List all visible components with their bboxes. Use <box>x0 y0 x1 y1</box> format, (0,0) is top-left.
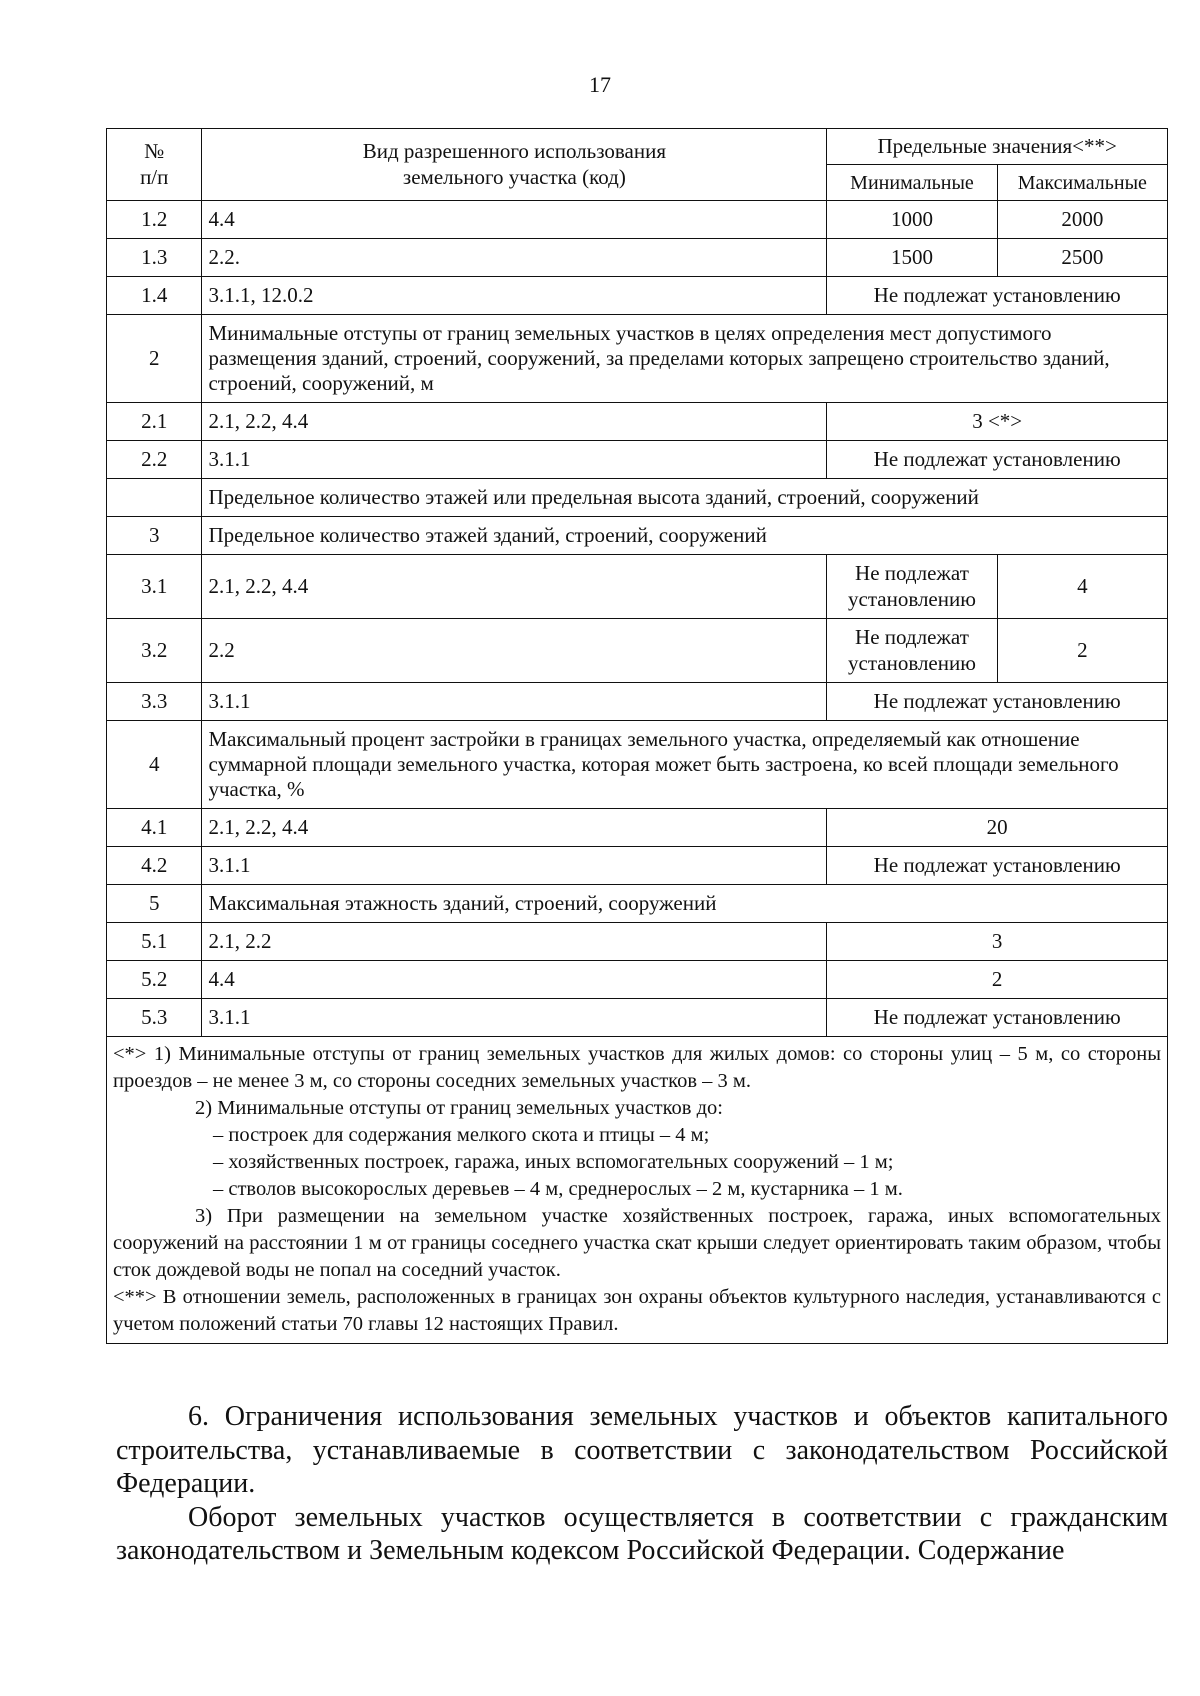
row-max: 4 <box>997 555 1167 619</box>
table-row <box>107 403 1168 441</box>
section-6-heading: 6. Ограничения использования земельных участков и объектов капитального строительства, устанавливаемые в соответствии с законодательством Российской Федерации. <box>116 1401 1168 1500</box>
row-value: 2 <box>827 961 1168 999</box>
row-number: 1.3 <box>107 239 202 277</box>
table-row <box>107 847 1168 885</box>
row-value: Не подлежат установлению <box>827 847 1168 885</box>
row-code: 2.2 <box>202 619 827 683</box>
row-number: 5.1 <box>107 923 202 961</box>
row-code: 3.1.1 <box>202 999 827 1037</box>
row-number: 4.2 <box>107 847 202 885</box>
land-use-limits-table <box>106 128 1168 1344</box>
row-value: 20 <box>827 809 1168 847</box>
table-row <box>107 201 1168 239</box>
note-2-item: – построек для содержания мелкого скота и птицы – 4 м; <box>213 1124 710 1147</box>
row-number: 2 <box>107 315 202 403</box>
row-code: 3.1.1 <box>202 441 827 479</box>
row-number: 3.2 <box>107 619 202 683</box>
row-number: 3.3 <box>107 683 202 721</box>
row-number <box>107 479 202 517</box>
table-section-row <box>107 721 1168 809</box>
table-section-row <box>107 315 1168 403</box>
row-number: 4 <box>107 721 202 809</box>
table-row <box>107 683 1168 721</box>
table-row <box>107 961 1168 999</box>
row-code: 2.1, 2.2, 4.4 <box>202 403 827 441</box>
header-num: № п/п <box>107 129 202 201</box>
row-number: 3 <box>107 517 202 555</box>
table-notes <box>107 1037 1168 1344</box>
table-section-row <box>107 479 1168 517</box>
row-number: 5 <box>107 885 202 923</box>
header-min: Минимальные <box>827 165 997 201</box>
row-number: 2.2 <box>107 441 202 479</box>
row-code: 4.4 <box>202 961 827 999</box>
row-min: 1000 <box>827 201 997 239</box>
table-row <box>107 277 1168 315</box>
row-number: 1.4 <box>107 277 202 315</box>
note-1: <*> 1) Минимальные отступы от границ земельных участков для жилых домов: со стороны улиц – 5 м, со стороны проездов – не менее 3 м, со стороны соседних земельных участков – 3 м. <box>113 1043 1161 1093</box>
row-min: 1500 <box>827 239 997 277</box>
section-title: Предельное количество этажей или предельная высота зданий, строений, сооружений <box>202 479 1168 517</box>
table-notes-row <box>107 1037 1168 1344</box>
note-2-item: – стволов высокорослых деревьев – 4 м, среднерослых – 2 м, кустарника – 1 м. <box>213 1178 903 1201</box>
table-section-row <box>107 885 1168 923</box>
body-paragraph: Оборот земельных участков осуществляется в соответствии с гражданским законодательством и Земельным кодексом Российской Федерации. Содержание <box>116 1501 1168 1567</box>
table-row <box>107 923 1168 961</box>
row-code: 4.4 <box>202 201 827 239</box>
row-number: 5.3 <box>107 999 202 1037</box>
row-min: Не подлежат установлению <box>827 619 997 683</box>
row-number: 5.2 <box>107 961 202 999</box>
header-use: Вид разрешенного использования земельного участка (код) <box>202 129 827 201</box>
table-row <box>107 619 1168 683</box>
table-row <box>107 555 1168 619</box>
section-title: Максимальный процент застройки в границах земельного участка, определяемый как отношение суммарной площади земельного участка, которая может быть застроена, ко всей площади земельного участка, % <box>202 721 1168 809</box>
note-2-item: – хозяйственных построек, гаража, иных вспомогательных сооружений – 1 м; <box>213 1151 894 1174</box>
row-code: 2.1, 2.2, 4.4 <box>202 555 827 619</box>
header-limits: Предельные значения<**> <box>827 129 1168 165</box>
row-max: 2000 <box>997 201 1167 239</box>
row-number: 4.1 <box>107 809 202 847</box>
row-code: 3.1.1 <box>202 683 827 721</box>
section-title: Предельное количество этажей зданий, строений, сооружений <box>202 517 1168 555</box>
table-row <box>107 441 1168 479</box>
row-code: 2.2. <box>202 239 827 277</box>
row-number: 3.1 <box>107 555 202 619</box>
section-title: Минимальные отступы от границ земельных участков в целях определения мест допустимого размещения зданий, строений, сооружений, за пределами которых запрещено строительство зданий, строений, сооружений, м <box>202 315 1168 403</box>
row-min: Не подлежат установлению <box>827 555 997 619</box>
note-3: 3) При размещении на земельном участке хозяйственных построек, гаража, иных вспомогательных сооружений на расстоянии 1 м от границы соседнего участка скат крыши следует ориентировать таким образом, чтобы сток дождевой воды не попал на соседний участок. <box>113 1205 1161 1282</box>
row-value: Не подлежат установлению <box>827 277 1168 315</box>
row-code: 2.1, 2.2 <box>202 923 827 961</box>
row-value: Не подлежат установлению <box>827 683 1168 721</box>
table-section-row <box>107 517 1168 555</box>
row-code: 2.1, 2.2, 4.4 <box>202 809 827 847</box>
row-max: 2 <box>997 619 1167 683</box>
row-number: 2.1 <box>107 403 202 441</box>
row-code: 3.1.1 <box>202 847 827 885</box>
row-number: 1.2 <box>107 201 202 239</box>
row-code: 3.1.1, 12.0.2 <box>202 277 827 315</box>
table-row <box>107 239 1168 277</box>
table-header-row <box>107 129 1168 165</box>
note-4: <**> В отношении земель, расположенных в границах зон охраны объектов культурного наследия, устанавливаются с учетом положений статьи 70 главы 12 настоящих Правил. <box>113 1286 1161 1336</box>
table-row <box>107 999 1168 1037</box>
header-max: Максимальные <box>997 165 1167 201</box>
row-value: 3 <*> <box>827 403 1168 441</box>
row-value: 3 <box>827 923 1168 961</box>
page-number: 17 <box>589 72 611 97</box>
note-2: 2) Минимальные отступы от границ земельных участков до: <box>195 1097 723 1120</box>
row-value: Не подлежат установлению <box>827 441 1168 479</box>
row-max: 2500 <box>997 239 1167 277</box>
table-row <box>107 809 1168 847</box>
row-value: Не подлежат установлению <box>827 999 1168 1037</box>
body-text <box>116 1400 1168 1568</box>
section-title: Максимальная этажность зданий, строений, сооружений <box>202 885 1168 923</box>
